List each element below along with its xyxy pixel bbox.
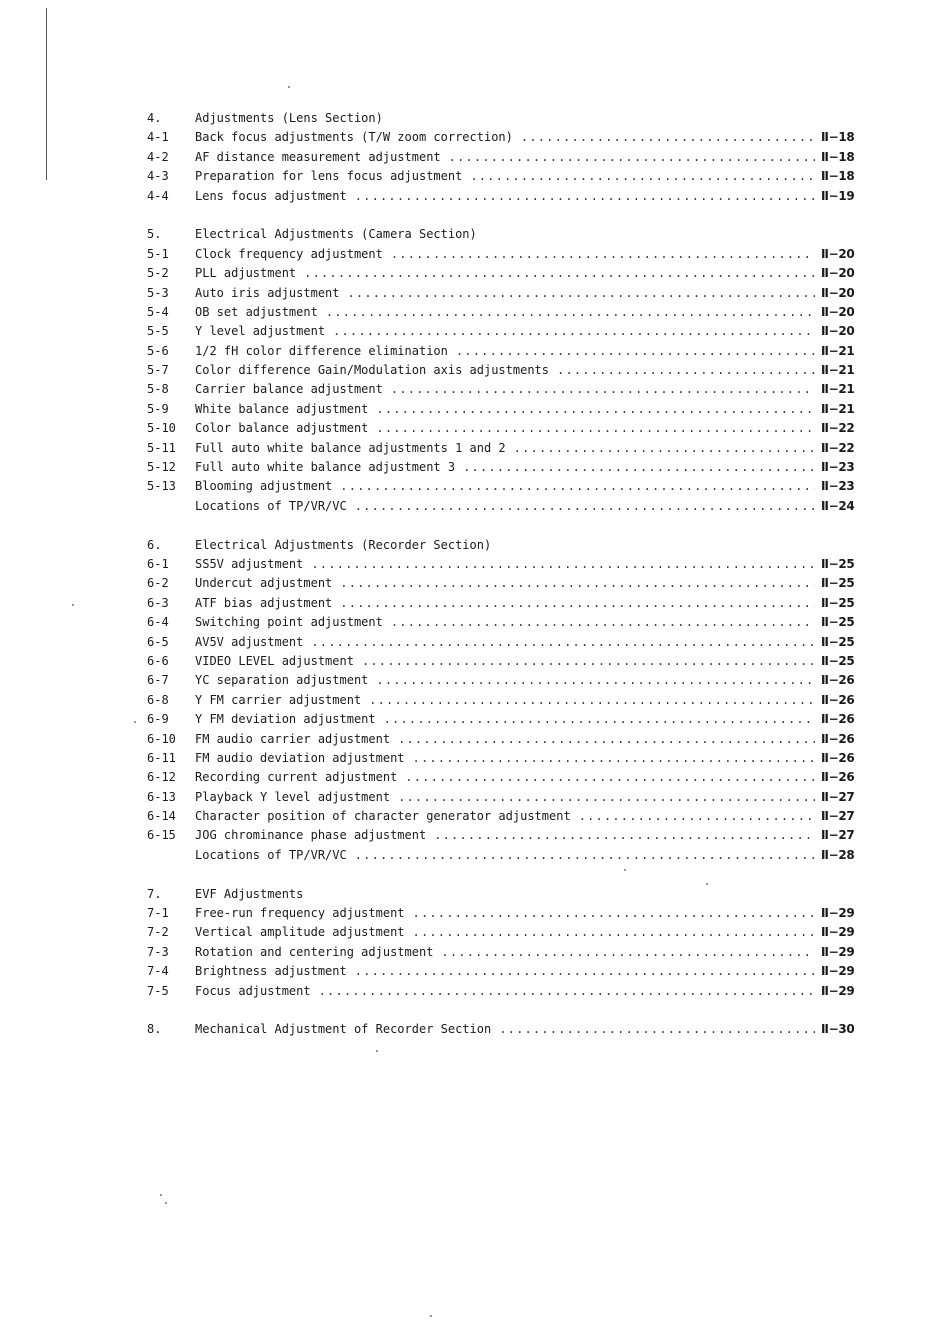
dot-leader: [376, 400, 815, 419]
dot-leader: [398, 730, 815, 749]
toc-entry: [147, 128, 877, 147]
page-reference: Ⅱ−19: [821, 188, 855, 203]
table-of-contents: [147, 109, 877, 1040]
dot-leader: [521, 128, 815, 147]
section-number: 8.: [147, 1022, 162, 1037]
page-reference: Ⅱ−21: [821, 363, 855, 378]
entry-title: Blooming adjustment: [195, 479, 333, 494]
dot-leader: [362, 652, 815, 671]
entry-title: Auto iris adjustment: [195, 285, 340, 300]
entry-title: Vertical amplitude adjustment: [195, 925, 405, 940]
entry-title: AF distance measurement adjustment: [195, 149, 441, 164]
page-reference: Ⅱ−26: [821, 770, 855, 785]
page-reference: Ⅱ−24: [821, 498, 855, 513]
toc-entry: [147, 361, 877, 380]
entry-number: 6-1: [147, 556, 169, 571]
dot-leader: [355, 962, 815, 981]
entry-number: 4-4: [147, 188, 169, 203]
section-number: 7.: [147, 886, 162, 901]
toc-entry: [147, 400, 877, 419]
entry-title: Full auto white balance adjustment 3: [195, 460, 456, 475]
page-reference: Ⅱ−25: [821, 615, 855, 630]
page-reference: Ⅱ−26: [821, 692, 855, 707]
dot-leader: [340, 574, 815, 593]
scan-speck: [706, 883, 708, 885]
page-reference: Ⅱ−20: [821, 304, 855, 319]
dot-leader: [398, 788, 815, 807]
section-heading: [147, 109, 877, 128]
scan-speck: [165, 1202, 167, 1204]
scan-speck: [624, 869, 626, 871]
dot-leader: [340, 594, 815, 613]
section-title: Mechanical Adjustment of Recorder Section: [195, 1022, 492, 1037]
page-reference: Ⅱ−26: [821, 712, 855, 727]
toc-entry: [147, 419, 877, 438]
entry-number: 6-7: [147, 673, 169, 688]
section-title: Electrical Adjustments (Camera Section): [195, 227, 477, 242]
entry-number: 6-14: [147, 809, 176, 824]
entry-number: 5-5: [147, 324, 169, 339]
dot-leader: [311, 555, 815, 574]
dot-leader: [376, 419, 815, 438]
dot-leader: [463, 458, 815, 477]
toc-entry: [147, 594, 877, 613]
page-reference: Ⅱ−26: [821, 731, 855, 746]
page-reference: Ⅱ−29: [821, 925, 855, 940]
entry-title: Switching point adjustment: [195, 615, 383, 630]
dot-leader: [434, 826, 815, 845]
entry-number: 5-2: [147, 266, 169, 281]
page-reference: Ⅱ−23: [821, 460, 855, 475]
section-number: 6.: [147, 537, 162, 552]
entry-title: Preparation for lens focus adjustment: [195, 169, 463, 184]
entry-number: 5-6: [147, 343, 169, 358]
page-reference: Ⅱ−30: [821, 1022, 855, 1037]
toc-entry: [147, 380, 877, 399]
entry-number: 5-12: [147, 460, 176, 475]
entry-title: JOG chrominance phase adjustment: [195, 828, 427, 843]
dot-leader: [391, 245, 815, 264]
dot-leader: [355, 846, 815, 865]
entry-number: 5-10: [147, 421, 176, 436]
dot-leader: [579, 807, 815, 826]
toc-entry: [147, 439, 877, 458]
entry-number: 6-9: [147, 712, 169, 727]
entry-number: 7-3: [147, 944, 169, 959]
entry-title: Character position of character generator adjustment: [195, 809, 571, 824]
toc-entry: [147, 187, 877, 206]
dot-leader: [499, 1020, 815, 1039]
entry-number: 4-1: [147, 130, 169, 145]
section-title: Adjustments (Lens Section): [195, 111, 383, 125]
section-heading: [147, 885, 877, 904]
toc-entry: [147, 167, 877, 186]
dot-leader: [348, 284, 816, 303]
dot-leader: [413, 923, 815, 942]
toc-entry: [147, 962, 877, 981]
entry-title: FM audio carrier adjustment: [195, 731, 391, 746]
dot-leader: [355, 187, 815, 206]
entry-title: Color difference Gain/Modulation axis adjustments: [195, 363, 550, 378]
page-reference: Ⅱ−25: [821, 556, 855, 571]
entry-number: 5-9: [147, 401, 169, 416]
page-reference: Ⅱ−25: [821, 576, 855, 591]
toc-entry: [147, 574, 877, 593]
entry-title: ATF bias adjustment: [195, 595, 333, 610]
toc-entry: [147, 943, 877, 962]
toc-entry: [147, 652, 877, 671]
dot-leader: [304, 264, 815, 283]
page-reference: Ⅱ−27: [821, 789, 855, 804]
toc-entry: [147, 245, 877, 264]
entry-title: Lens focus adjustment: [195, 188, 347, 203]
entry-number: 6-8: [147, 692, 169, 707]
entry-number: 5-11: [147, 440, 176, 455]
dot-leader: [413, 749, 815, 768]
dot-leader: [311, 633, 815, 652]
dot-leader: [413, 904, 815, 923]
toc-entry: [147, 671, 877, 690]
page-reference: Ⅱ−26: [821, 673, 855, 688]
page-reference: Ⅱ−21: [821, 382, 855, 397]
page-reference: Ⅱ−25: [821, 595, 855, 610]
entry-number: 5-4: [147, 304, 169, 319]
page-reference: Ⅱ−28: [821, 847, 855, 862]
section-title: Electrical Adjustments (Recorder Section): [195, 537, 492, 552]
toc-entry: [147, 807, 877, 826]
toc-entry: [147, 749, 877, 768]
scan-speck: [430, 1315, 432, 1317]
entry-title: YC separation adjustment: [195, 673, 369, 688]
entry-title: PLL adjustment: [195, 266, 297, 281]
entry-number: 5-8: [147, 382, 169, 397]
page-reference: Ⅱ−22: [821, 440, 855, 455]
entry-title: White balance adjustment: [195, 401, 369, 416]
toc-entry: [147, 904, 877, 923]
page-reference: Ⅱ−20: [821, 246, 855, 261]
scan-speck: [134, 721, 136, 723]
dot-leader: [470, 167, 815, 186]
page-reference: Ⅱ−20: [821, 285, 855, 300]
page-reference: Ⅱ−27: [821, 828, 855, 843]
entry-number: 6-6: [147, 653, 169, 668]
dot-leader: [376, 671, 815, 690]
entry-title: Recording current adjustment: [195, 770, 398, 785]
toc-entry: [147, 826, 877, 845]
dot-leader: [391, 613, 815, 632]
entry-title: Locations of TP/VR/VC: [195, 498, 347, 513]
toc-entry: [147, 633, 877, 652]
toc-entry: [147, 788, 877, 807]
page-reference: Ⅱ−29: [821, 964, 855, 979]
dot-leader: [355, 497, 815, 516]
section-number: 4.: [147, 111, 162, 125]
toc-entry: [147, 691, 877, 710]
entry-number: 5-7: [147, 363, 169, 378]
section-heading: [147, 225, 877, 244]
scan-speck: [376, 1050, 378, 1052]
page-reference: Ⅱ−21: [821, 401, 855, 416]
entry-title: Back focus adjustments (T/W zoom correction): [195, 130, 513, 145]
toc-entry: [147, 846, 877, 865]
entry-number: 5-13: [147, 479, 176, 494]
entry-title: Carrier balance adjustment: [195, 382, 383, 397]
entry-title: Y FM deviation adjustment: [195, 712, 376, 727]
entry-title: Brightness adjustment: [195, 964, 347, 979]
entry-title: OB set adjustment: [195, 304, 318, 319]
page-reference: Ⅱ−26: [821, 750, 855, 765]
page-reference: Ⅱ−20: [821, 266, 855, 281]
section-number: 5.: [147, 227, 162, 242]
section-title: EVF Adjustments: [195, 886, 304, 901]
dot-leader: [514, 439, 815, 458]
toc-entry: [147, 303, 877, 322]
entry-title: 1/2 fH color difference elimination: [195, 343, 448, 358]
toc-entry: [147, 477, 877, 496]
scan-speck: [288, 86, 290, 88]
entry-number: 6-10: [147, 731, 176, 746]
toc-entry: [147, 497, 877, 516]
entry-number: 4-2: [147, 149, 169, 164]
entry-title: Free-run frequency adjustment: [195, 906, 405, 921]
entry-title: SS5V adjustment: [195, 556, 304, 571]
section-heading: [147, 536, 877, 555]
dot-leader: [449, 148, 815, 167]
toc-entry: [147, 768, 877, 787]
page-reference: Ⅱ−29: [821, 944, 855, 959]
entry-title: Undercut adjustment: [195, 576, 333, 591]
entry-number: 4-3: [147, 169, 169, 184]
entry-title: Color balance adjustment: [195, 421, 369, 436]
toc-entry: [147, 342, 877, 361]
entry-number: 7-2: [147, 925, 169, 940]
entry-title: Focus adjustment: [195, 983, 311, 998]
entry-number: 5-3: [147, 285, 169, 300]
toc-entry: [147, 710, 877, 729]
page-reference: Ⅱ−20: [821, 324, 855, 339]
entry-title: FM audio deviation adjustment: [195, 750, 405, 765]
entry-title: Y level adjustment: [195, 324, 326, 339]
dot-leader: [557, 361, 815, 380]
page-reference: Ⅱ−18: [821, 149, 855, 164]
toc-entry: [147, 923, 877, 942]
page-reference: Ⅱ−21: [821, 343, 855, 358]
entry-number: 7-5: [147, 983, 169, 998]
toc-entry: [147, 613, 877, 632]
entry-title: Locations of TP/VR/VC: [195, 847, 347, 862]
toc-entry: [147, 148, 877, 167]
toc-entry: [147, 322, 877, 341]
toc-entry: [147, 284, 877, 303]
entry-title: Rotation and centering adjustment: [195, 944, 434, 959]
entry-number: 6-4: [147, 615, 169, 630]
entry-title: AV5V adjustment: [195, 634, 304, 649]
dot-leader: [391, 380, 815, 399]
entry-number: 6-11: [147, 750, 176, 765]
page-reference: Ⅱ−25: [821, 653, 855, 668]
scan-speck: [160, 1194, 162, 1196]
entry-title: Y FM carrier adjustment: [195, 692, 362, 707]
entry-number: 6-13: [147, 789, 176, 804]
entry-number: 7-1: [147, 906, 169, 921]
dot-leader: [333, 322, 815, 341]
toc-entry: [147, 458, 877, 477]
toc-entry: [147, 730, 877, 749]
scan-speck: [72, 604, 74, 606]
page-reference: Ⅱ−27: [821, 809, 855, 824]
page-reference: Ⅱ−18: [821, 130, 855, 145]
page-reference: Ⅱ−18: [821, 169, 855, 184]
dot-leader: [369, 691, 815, 710]
entry-title: VIDEO LEVEL adjustment: [195, 653, 354, 668]
entry-number: 6-12: [147, 770, 176, 785]
page-reference: Ⅱ−25: [821, 634, 855, 649]
entry-number: 6-2: [147, 576, 169, 591]
dot-leader: [340, 477, 815, 496]
entry-title: Clock frequency adjustment: [195, 246, 383, 261]
entry-number: 6-5: [147, 634, 169, 649]
entry-title: Full auto white balance adjustments 1 and 2: [195, 440, 506, 455]
dot-leader: [326, 303, 815, 322]
entry-number: 6-3: [147, 595, 169, 610]
dot-leader: [319, 982, 815, 1001]
toc-entry: [147, 982, 877, 1001]
toc-entry: [147, 555, 877, 574]
page-reference: Ⅱ−29: [821, 983, 855, 998]
dot-leader: [441, 943, 815, 962]
binder-mark: [46, 8, 47, 180]
entry-number: 7-4: [147, 964, 169, 979]
toc-entry: [147, 264, 877, 283]
dot-leader: [384, 710, 815, 729]
dot-leader: [405, 768, 815, 787]
page-reference: Ⅱ−22: [821, 421, 855, 436]
entry-number: 6-15: [147, 828, 176, 843]
entry-number: 5-1: [147, 246, 169, 261]
page-reference: Ⅱ−29: [821, 906, 855, 921]
entry-title: Playback Y level adjustment: [195, 789, 391, 804]
page-reference: Ⅱ−23: [821, 479, 855, 494]
section-heading: [147, 1020, 877, 1039]
dot-leader: [456, 342, 815, 361]
